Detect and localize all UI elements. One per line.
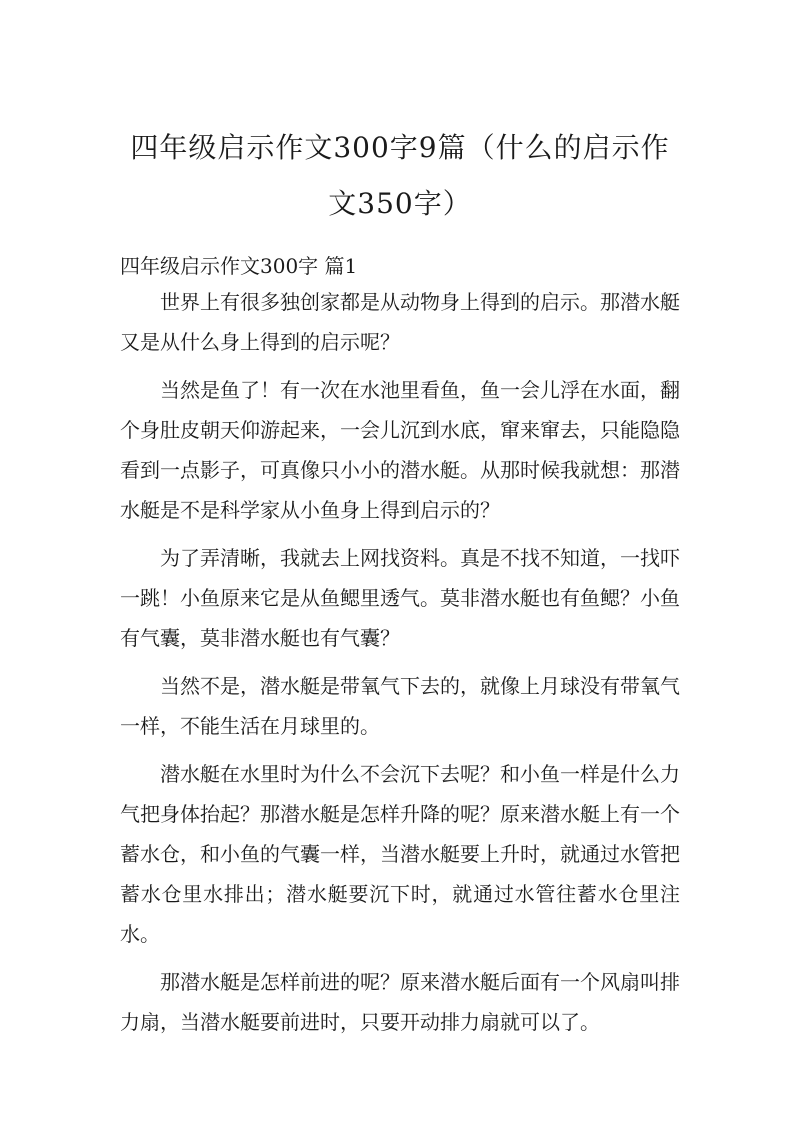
document-body — [120, 282, 680, 1050]
document-title — [100, 120, 700, 232]
title-line-2: 文350字） — [328, 187, 472, 220]
title-line-1: 四年级启示作文300字9篇（什么的启示作 — [130, 131, 670, 164]
paragraph: 当然不是，潜水艇是带氧气下去的，就像上月球没有带氧气一样，不能生活在月球里的。 — [120, 674, 680, 738]
paragraph: 潜水艇在水里时为什么不会沉下去呢？和小鱼一样是什么力气把身体抬起？那潜水艇是怎样升降的呢？原来潜水艇上有一个蓄水仓，和小鱼的气囊一样，当潜水艇要上升时，就通过水管把蓄水仓里水排出；潜水艇要沉下时，就通过水管往蓄水仓里注水。 — [120, 762, 680, 946]
paragraph: 当然是鱼了！有一次在水池里看鱼，鱼一会儿浮在水面，翻个身肚皮朝天仰游起来，一会儿沉到水底，窜来窜去，只能隐隐看到一点影子，可真像只小小的潜水艇。从那时候我就想：那潜水艇是不是科学家从小鱼身上得到启示的？ — [120, 378, 680, 522]
paragraph: 世界上有很多独创家都是从动物身上得到的启示。那潜水艇又是从什么身上得到的启示呢？ — [120, 290, 680, 354]
section-heading: 四年级启示作文300字 篇1 — [120, 254, 358, 278]
paragraph: 为了弄清晰，我就去上网找资料。真是不找不知道，一找吓一跳！小鱼原来它是从鱼鳃里透气。莫非潜水艇也有鱼鳃？小鱼有气囊，莫非潜水艇也有气囊？ — [120, 546, 680, 650]
paragraph: 那潜水艇是怎样前进的呢？原来潜水艇后面有一个风扇叫排力扇，当潜水艇要前进时，只要开动排力扇就可以了。 — [120, 970, 680, 1034]
